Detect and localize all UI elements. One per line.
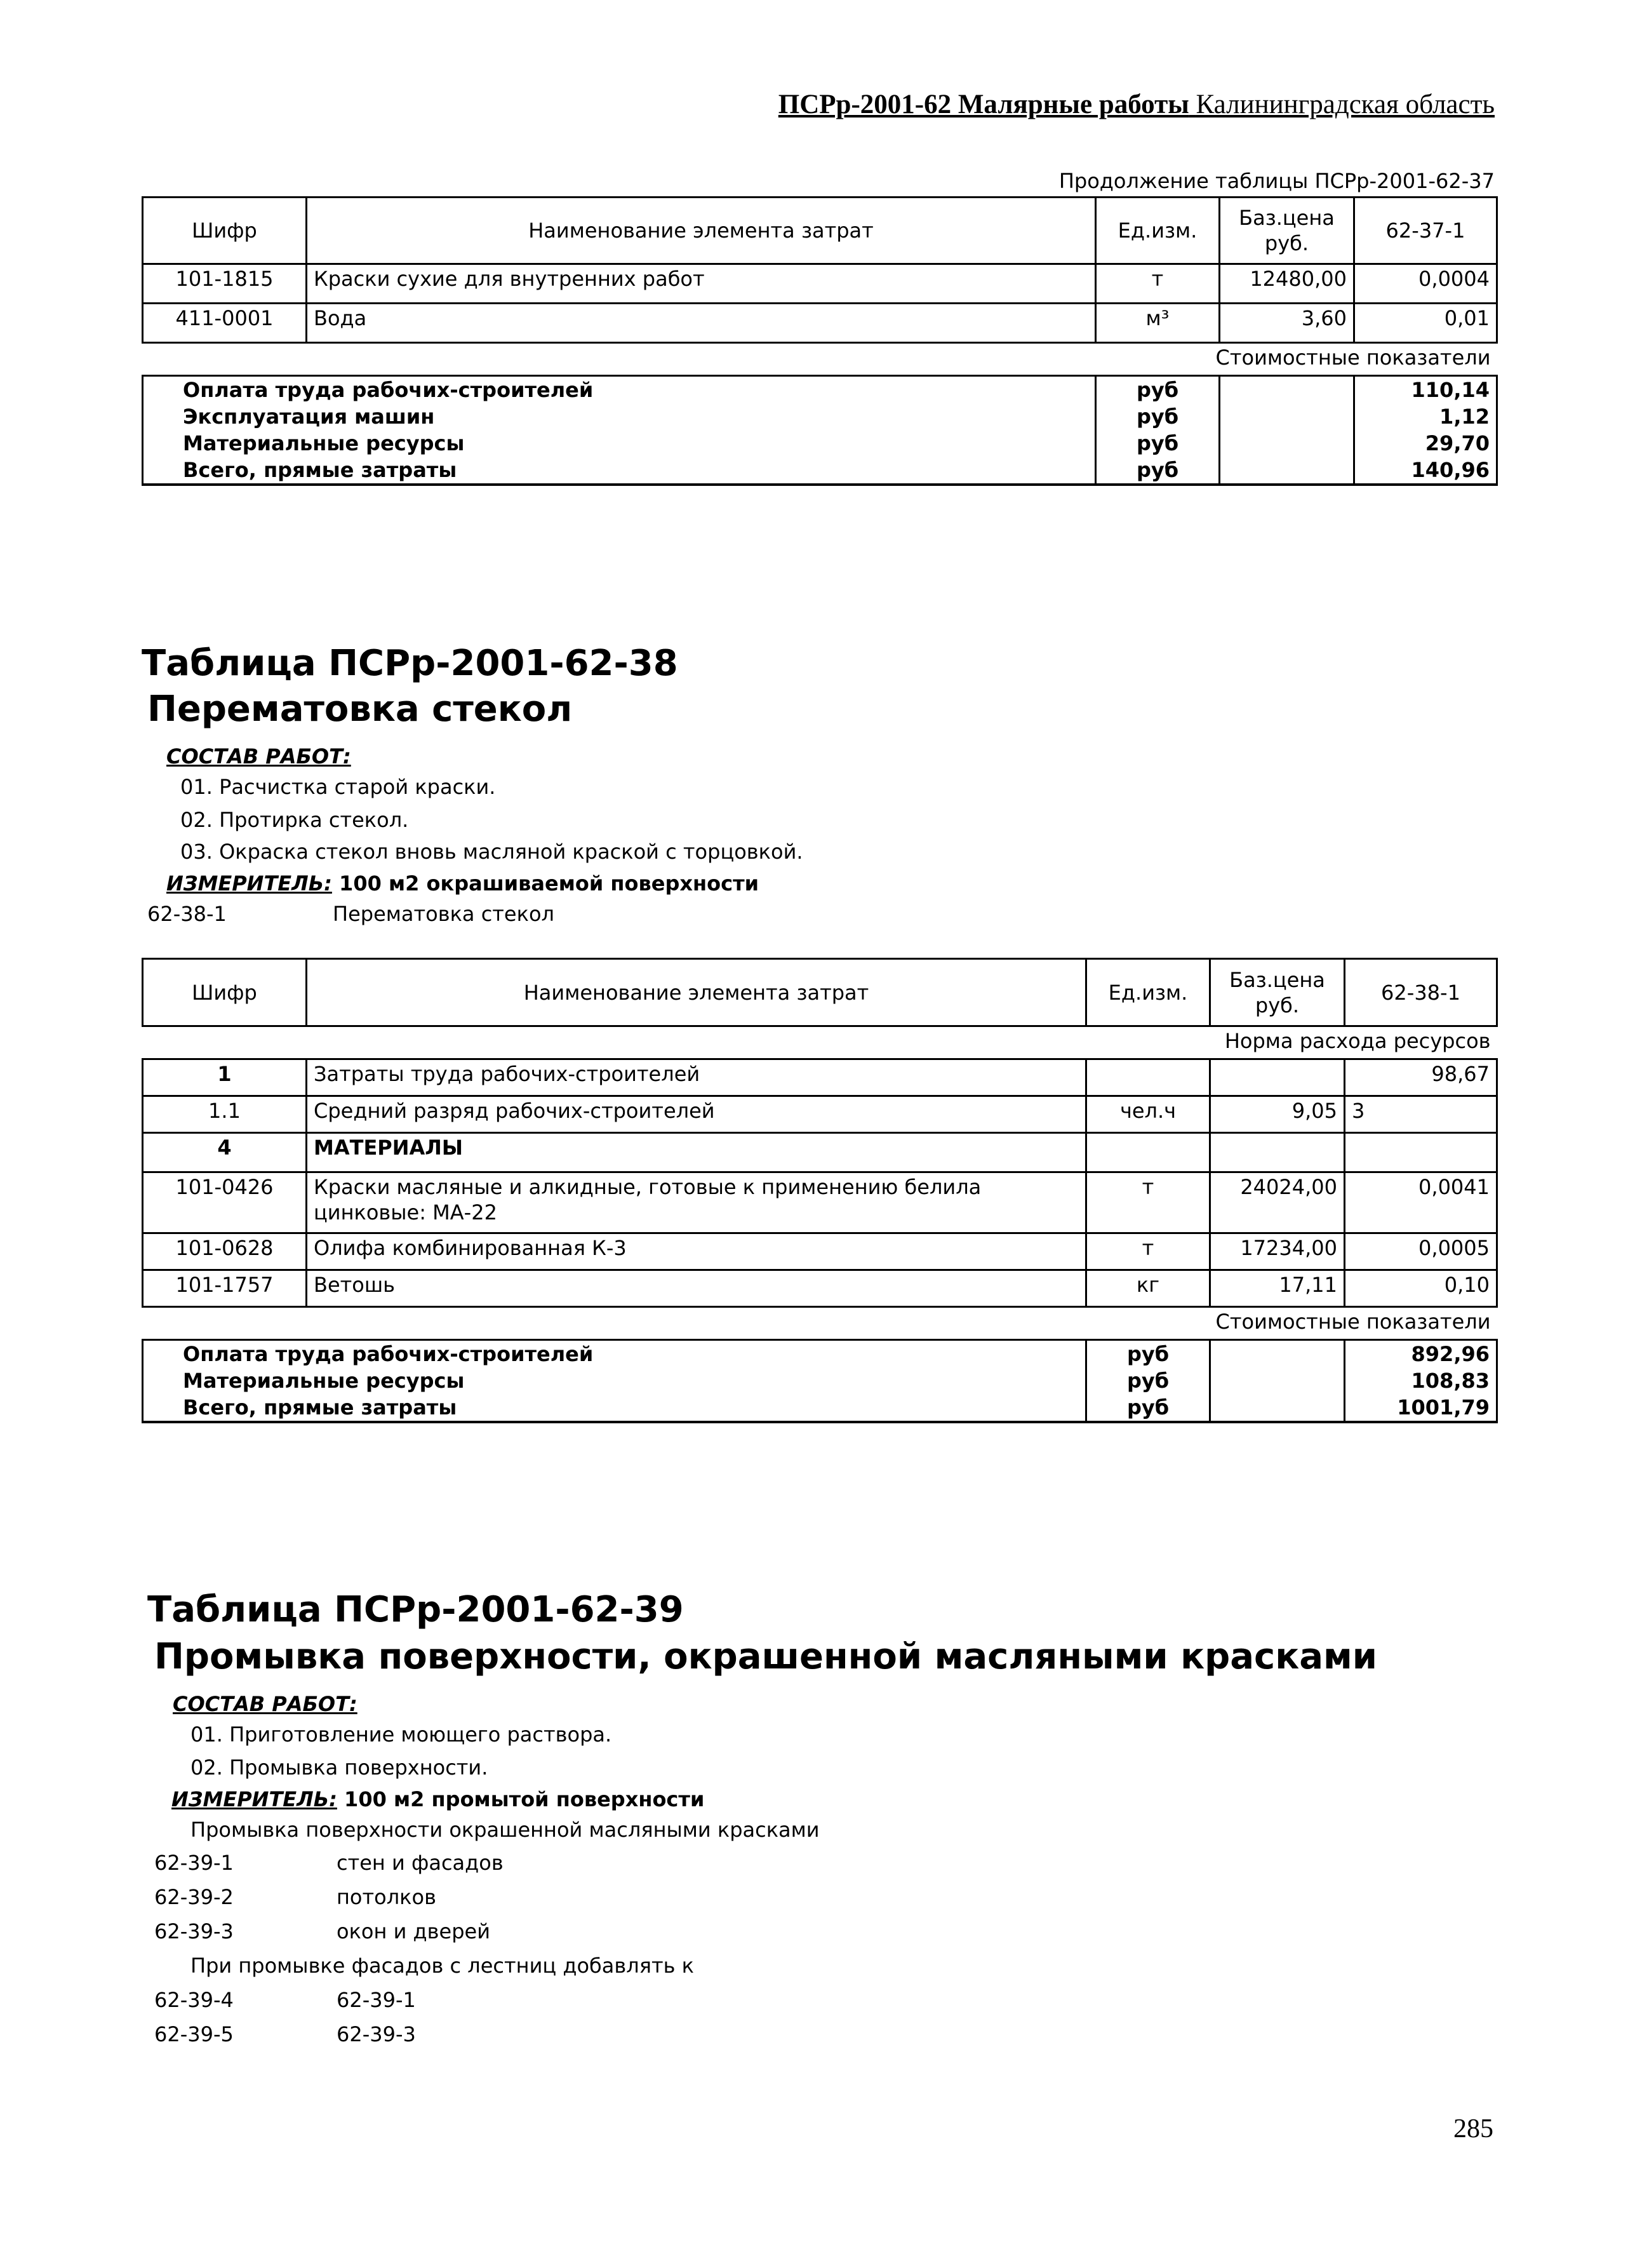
page-number: 285	[1453, 2114, 1493, 2144]
sum-label: Эксплуатация машин	[143, 403, 1096, 430]
item-code: 62-39-5	[154, 2022, 234, 2046]
th-col: 62-38-1	[1345, 959, 1497, 1026]
measure-line	[171, 1787, 704, 1811]
item-name: 62-39-3	[337, 2022, 416, 2046]
item-name: Перематовка стекол	[333, 902, 554, 926]
row-value: 0,0005	[1345, 1233, 1497, 1270]
row-unit: чел.ч	[1086, 1096, 1210, 1133]
work-item: 02. Протирка стекол.	[180, 808, 409, 832]
sum-value: 1,12	[1354, 403, 1497, 430]
row-unit: т	[1096, 264, 1220, 304]
row-price: 3,60	[1220, 304, 1354, 343]
item-name: потолков	[337, 1885, 436, 1909]
sum-unit: руб	[1096, 376, 1220, 404]
work-composition-label: СОСТАВ РАБОТ:	[166, 744, 351, 768]
table-row	[143, 1133, 1497, 1172]
row-value: 0,0041	[1345, 1172, 1497, 1233]
section39-note: При промывке фасадов с лестниц добавлять к	[190, 1954, 694, 1978]
row-code: 411-0001	[143, 304, 307, 343]
sum-unit: руб	[1086, 1367, 1210, 1394]
sum-label: Оплата труда рабочих-строителей	[143, 1340, 1086, 1368]
row-value: 98,67	[1345, 1059, 1497, 1096]
table-row	[143, 1096, 1497, 1133]
measure-label: ИЗМЕРИТЕЛЬ:	[166, 871, 332, 896]
row-name: Ветошь	[307, 1270, 1086, 1307]
measure-line	[166, 871, 759, 896]
item-code: 62-39-3	[154, 1919, 234, 1943]
item-code: 62-38-1	[147, 902, 227, 926]
sum-label: Всего, прямые затраты	[143, 457, 1096, 485]
work-item: 02. Промывка поверхности.	[190, 1755, 488, 1780]
measure-value: 100 м2 промытой поверхности	[344, 1787, 705, 1811]
sum-label: Всего, прямые затраты	[143, 1394, 1086, 1422]
item-name: стен и фасадов	[337, 1851, 504, 1875]
item-name: 62-39-1	[337, 1988, 416, 2012]
row-unit: т	[1086, 1172, 1210, 1233]
table-row	[143, 1233, 1497, 1270]
row-code: 101-1815	[143, 264, 307, 304]
work-item: 01. Расчистка старой краски.	[180, 775, 496, 799]
row-value: 3	[1345, 1096, 1497, 1133]
row-name: Краски масляные и алкидные, готовые к применению белила цинковые: МА-22	[307, 1172, 1086, 1233]
row-name: Затраты труда рабочих-строителей	[307, 1059, 1086, 1096]
th-unit: Ед.изм.	[1096, 198, 1220, 264]
row-unit: кг	[1086, 1270, 1210, 1307]
th-price: Баз.цена руб.	[1210, 959, 1345, 1026]
sum-value: 1001,79	[1345, 1394, 1497, 1422]
band-cost: Стоимостные показатели	[143, 343, 1497, 376]
header-code: ПСРр-2001-62 Малярные работы	[778, 90, 1189, 119]
section38-subtitle: Перематовка стекол	[147, 688, 573, 730]
row-price: 17,11	[1210, 1270, 1345, 1307]
work-item: 01. Приготовление моющего раствора.	[190, 1722, 612, 1747]
table-62-37	[142, 196, 1498, 486]
th-name: Наименование элемента затрат	[307, 959, 1086, 1026]
sum-label: Материальные ресурсы	[143, 430, 1096, 457]
row-unit: м³	[1096, 304, 1220, 343]
row-code: 101-1757	[143, 1270, 307, 1307]
row-price: 9,05	[1210, 1096, 1345, 1133]
row-name: МАТЕРИАЛЫ	[307, 1133, 1086, 1172]
row-price: 24024,00	[1210, 1172, 1345, 1233]
row-code: 1.1	[143, 1096, 307, 1133]
row-unit	[1086, 1133, 1210, 1172]
section39-subtitle: Промывка поверхности, окрашенной масляными красками	[154, 1636, 1378, 1677]
header-region: Калининградская область	[1196, 90, 1495, 119]
sum-unit: руб	[1096, 403, 1220, 430]
row-name: Вода	[307, 304, 1096, 343]
sum-value: 892,96	[1345, 1340, 1497, 1368]
sum-unit: руб	[1086, 1394, 1210, 1422]
sum-value: 108,83	[1345, 1367, 1497, 1394]
row-name: Краски сухие для внутренних работ	[307, 264, 1096, 304]
measure-label: ИЗМЕРИТЕЛЬ:	[171, 1787, 337, 1811]
th-price: Баз.цена руб.	[1220, 198, 1354, 264]
sum-unit: руб	[1086, 1340, 1210, 1368]
sum-unit: руб	[1096, 430, 1220, 457]
running-header	[706, 89, 1495, 120]
row-unit: т	[1086, 1233, 1210, 1270]
row-code: 101-0628	[143, 1233, 307, 1270]
table37-continuation: Продолжение таблицы ПСРр-2001-62-37	[1058, 169, 1495, 193]
item-code: 62-39-1	[154, 1851, 234, 1875]
table-row	[143, 1270, 1497, 1307]
row-code: 101-0426	[143, 1172, 307, 1233]
sum-value: 140,96	[1354, 457, 1497, 485]
row-value: 0,0004	[1354, 264, 1497, 304]
th-code: Шифр	[143, 198, 307, 264]
row-value: 0,01	[1354, 304, 1497, 343]
band-norm: Норма расхода ресурсов	[143, 1026, 1497, 1059]
th-col: 62-37-1	[1354, 198, 1497, 264]
sum-value: 110,14	[1354, 376, 1497, 404]
item-name: окон и дверей	[337, 1919, 491, 1943]
sum-label: Оплата труда рабочих-строителей	[143, 376, 1096, 404]
section39-intro: Промывка поверхности окрашенной масляными красками	[190, 1818, 820, 1842]
row-code: 4	[143, 1133, 307, 1172]
sum-unit: руб	[1096, 457, 1220, 485]
row-name: Олифа комбинированная К-3	[307, 1233, 1086, 1270]
band-cost: Стоимостные показатели	[143, 1307, 1497, 1340]
row-price: 12480,00	[1220, 264, 1354, 304]
table-row	[143, 1059, 1497, 1096]
work-composition-label: СОСТАВ РАБОТ:	[173, 1692, 357, 1716]
table-row	[143, 264, 1497, 304]
th-code: Шифр	[143, 959, 307, 1026]
item-code: 62-39-4	[154, 1988, 234, 2012]
table-62-38	[142, 958, 1498, 1423]
work-item: 03. Окраска стекол вновь масляной краской с торцовкой.	[180, 840, 803, 864]
row-code: 1	[143, 1059, 307, 1096]
section39-title: Таблица ПСРр-2001-62-39	[147, 1589, 684, 1630]
row-value	[1345, 1133, 1497, 1172]
row-price: 17234,00	[1210, 1233, 1345, 1270]
th-unit: Ед.изм.	[1086, 959, 1210, 1026]
row-unit	[1086, 1059, 1210, 1096]
section38-title: Таблица ПСРр-2001-62-38	[142, 643, 678, 684]
table-row	[143, 304, 1497, 343]
row-price	[1210, 1059, 1345, 1096]
th-name: Наименование элемента затрат	[307, 198, 1096, 264]
measure-value: 100 м2 окрашиваемой поверхности	[339, 871, 759, 896]
sum-value: 29,70	[1354, 430, 1497, 457]
sum-label: Материальные ресурсы	[143, 1367, 1086, 1394]
row-price	[1210, 1133, 1345, 1172]
table-row	[143, 1172, 1497, 1233]
item-code: 62-39-2	[154, 1885, 234, 1909]
row-name: Средний разряд рабочих-строителей	[307, 1096, 1086, 1133]
row-value: 0,10	[1345, 1270, 1497, 1307]
